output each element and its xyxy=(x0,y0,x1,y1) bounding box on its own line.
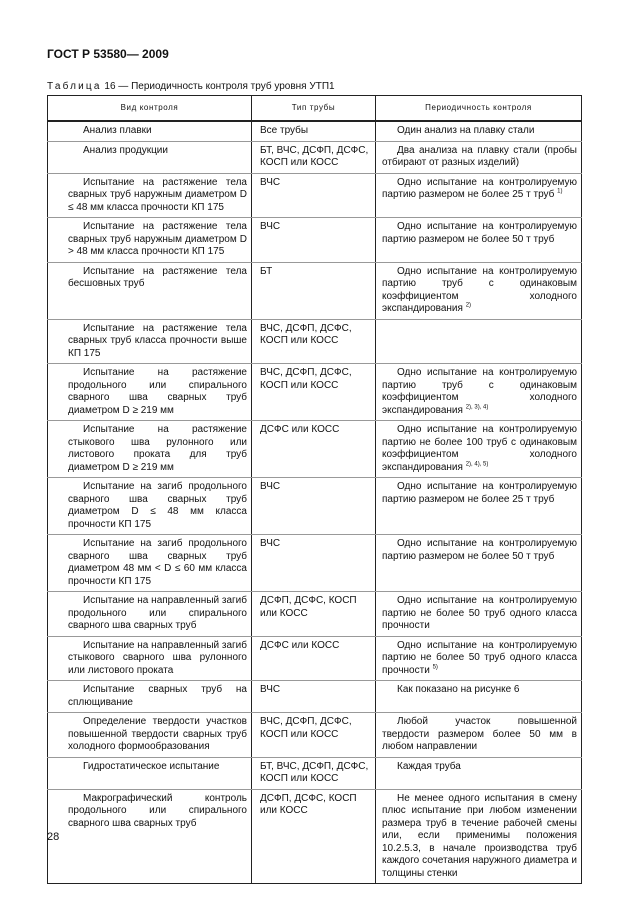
frequency-cell xyxy=(376,713,582,758)
pipe-type-cell-text: ВЧС xyxy=(260,176,281,188)
caption-text: 16 — Периодичность контроля труб уровня УТП1 xyxy=(101,81,335,92)
control-kind-cell xyxy=(48,421,252,478)
control-kind-cell-text: Испытание на растяжение тела сварных труб наружным диаметром D > 48 мм класса прочности КП 175 xyxy=(68,221,247,257)
pipe-type-cell xyxy=(252,636,376,681)
pipe-type-cell-text: ДСФП, ДСФС, КОСП или КОСС xyxy=(260,595,357,619)
table-row xyxy=(48,789,582,884)
table-row xyxy=(48,535,582,592)
pipe-type-cell-text: ВЧС, ДСФП, ДСФС, КОСП или КОСС xyxy=(260,322,352,346)
standard-designation: ГОСТ Р 53580— 2009 xyxy=(47,47,169,61)
column-header-kind: Вид контроля xyxy=(48,96,252,122)
control-kind-cell xyxy=(48,319,252,364)
pipe-type-cell xyxy=(252,218,376,263)
footnote-reference: 2), 3), 4) xyxy=(465,404,489,411)
control-kind-cell xyxy=(48,262,252,319)
frequency-cell-text: Каждая труба xyxy=(397,760,461,772)
control-kind-cell xyxy=(48,121,252,141)
control-kind-cell-text: Определение твердости участков повышенной твердости сварных труб холодного формообразования xyxy=(68,716,247,752)
control-frequency-table xyxy=(47,95,582,884)
page-number: 28 xyxy=(47,831,60,843)
pipe-type-cell xyxy=(252,535,376,592)
pipe-type-cell-text: ВЧС, ДСФП, ДСФС, КОСП или КОСС xyxy=(260,367,352,391)
pipe-type-cell xyxy=(252,319,376,364)
pipe-type-cell-text: БТ, ВЧС, ДСФП, ДСФС, КОСП или КОСС xyxy=(260,144,369,168)
frequency-cell xyxy=(376,592,582,637)
control-kind-cell-text: Испытание на загиб продольного сварного шва сварных труб диаметром 48 мм < D ≤ 60 мм класса прочности КП 175 xyxy=(68,538,247,587)
pipe-type-cell xyxy=(252,478,376,535)
control-kind-cell xyxy=(48,636,252,681)
control-kind-cell-text: Испытание на загиб продольного сварного шва сварных труб диаметром D ≤ 48 мм класса прочности КП 175 xyxy=(68,481,247,530)
pipe-type-cell xyxy=(252,173,376,218)
control-kind-cell xyxy=(48,757,252,789)
table-row xyxy=(48,636,582,681)
pipe-type-cell xyxy=(252,681,376,713)
frequency-cell-text: Одно испытание на контролируемую партию размером не более 50 т труб xyxy=(382,538,577,562)
control-kind-cell-text: Испытание на направленный загиб стыкового сварного шва рулонного или листового проката xyxy=(68,639,247,676)
frequency-cell-text: Один анализ на плавку стали xyxy=(397,125,535,136)
pipe-type-cell xyxy=(252,364,376,421)
frequency-cell-text: Любой участок повышенной твердости размером более 50 мм в любом направлении xyxy=(382,716,577,752)
pipe-type-cell-text: ДСФС или КОСС xyxy=(260,639,340,651)
control-kind-cell xyxy=(48,364,252,421)
pipe-type-cell xyxy=(252,789,376,884)
table-row xyxy=(48,757,582,789)
pipe-type-cell xyxy=(252,121,376,141)
table-row xyxy=(48,421,582,478)
pipe-type-cell xyxy=(252,757,376,789)
table-row xyxy=(48,681,582,713)
pipe-type-cell-text: ВЧС, ДСФП, ДСФС, КОСП или КОСС xyxy=(260,716,352,740)
control-kind-cell-text: Макрографический контроль продольного или спирального сварного шва сварных труб xyxy=(68,792,247,829)
footnote-reference: 5) xyxy=(432,664,438,671)
control-kind-cell-text: Испытание на растяжение тела сварных труб класса прочности выше КП 175 xyxy=(68,322,247,359)
table-row xyxy=(48,262,582,319)
control-kind-cell xyxy=(48,592,252,637)
table-row xyxy=(48,121,582,141)
footnote-reference: 2), 4), 5) xyxy=(465,461,489,468)
frequency-cell-text: Одно испытание на контролируемую партию размером не более 25 т труб xyxy=(382,176,577,200)
control-kind-cell-text: Испытание на растяжение продольного или спирального сварного шва сварных труб диаметром D ≥ 219 мм xyxy=(68,367,247,416)
table-row xyxy=(48,141,582,173)
table-row xyxy=(48,218,582,263)
frequency-cell-text: Не менее одного испытания в смену плюс испытание при любом изменении размера труб в течение рабочей смены или, если применимы положения 10.2.5.3, в начале производства труб каждого сочетания наружного диаметра и толщины стенки xyxy=(382,792,577,879)
control-kind-cell-text: Испытание на растяжение тела бесшовных труб xyxy=(68,265,247,289)
control-kind-cell-text: Испытание на направленный загиб продольного или спирального сварного шва сварных труб xyxy=(68,595,247,631)
table-row xyxy=(48,319,582,364)
control-kind-cell xyxy=(48,478,252,535)
frequency-cell-text: Одно испытание на контролируемую партию не более 50 труб одного класса прочности xyxy=(382,639,577,676)
control-kind-cell-text: Испытание на растяжение стыкового шва рулонного или листового проката для труб диаметром D ≥ 219 мм xyxy=(68,424,247,473)
table-row xyxy=(48,713,582,758)
frequency-cell xyxy=(376,535,582,592)
pipe-type-cell-text: ДСФП, ДСФС, КОСП или КОСС xyxy=(260,792,357,816)
control-kind-cell-text: Гидростатическое испытание xyxy=(83,760,220,772)
control-kind-cell-text: Испытание на растяжение тела сварных труб наружным диаметром D ≤ 48 мм класса прочности КП 175 xyxy=(68,176,247,213)
frequency-cell-text: Два анализа на плавку стали (пробы отбирают от разных изделий) xyxy=(382,144,577,168)
pipe-type-cell-text: Все трубы xyxy=(260,125,309,136)
frequency-cell xyxy=(376,141,582,173)
control-kind-cell-text: Анализ продукции xyxy=(83,144,168,156)
frequency-cell xyxy=(376,218,582,263)
pipe-type-cell-text: ВЧС xyxy=(260,481,281,492)
frequency-cell xyxy=(376,681,582,713)
footnote-reference: 1) xyxy=(557,188,563,195)
frequency-cell xyxy=(376,364,582,421)
table-row xyxy=(48,478,582,535)
frequency-cell-text: Одно испытание на контролируемую партию труб с одинаковым коэффициентом холодного экспандирования xyxy=(382,265,577,314)
control-kind-cell xyxy=(48,713,252,758)
frequency-cell-text: Одно испытание на контролируемую партию размером не более 25 т труб xyxy=(382,481,577,505)
pipe-type-cell-text: ДСФС или КОСС xyxy=(260,424,340,435)
table-body xyxy=(48,121,582,884)
frequency-cell xyxy=(376,478,582,535)
pipe-type-cell-text: БТ, ВЧС, ДСФП, ДСФС, КОСП или КОСС xyxy=(260,760,369,784)
control-kind-cell-text: Анализ плавки xyxy=(83,125,152,136)
pipe-type-cell-text: БТ xyxy=(260,265,273,277)
frequency-cell-text: Одно испытание на контролируемую партию не более 50 труб одного класса прочности xyxy=(382,595,577,631)
table-caption xyxy=(47,81,335,92)
control-kind-cell xyxy=(48,535,252,592)
control-kind-cell-text: Испытание сварных труб на сплющивание xyxy=(68,684,247,708)
pipe-type-cell xyxy=(252,592,376,637)
frequency-cell xyxy=(376,757,582,789)
table-header-row xyxy=(48,96,582,122)
control-kind-cell xyxy=(48,173,252,218)
pipe-type-cell-text: ВЧС xyxy=(260,221,281,232)
table-row xyxy=(48,592,582,637)
column-header-frequency: Периодичность контроля xyxy=(376,96,582,122)
pipe-type-cell xyxy=(252,421,376,478)
frequency-cell xyxy=(376,421,582,478)
frequency-cell-text: Одно испытание на контролируемую партию размером не более 50 т труб xyxy=(382,221,577,245)
pipe-type-cell-text: ВЧС xyxy=(260,684,281,695)
frequency-cell xyxy=(376,121,582,141)
pipe-type-cell xyxy=(252,262,376,319)
control-kind-cell xyxy=(48,218,252,263)
pipe-type-cell-text: ВЧС xyxy=(260,538,281,549)
frequency-cell-text: Одно испытание на контролируемую партию не более 100 труб с одинаковым коэффициентом холодного экспандирования xyxy=(382,424,577,473)
control-kind-cell xyxy=(48,141,252,173)
pipe-type-cell xyxy=(252,713,376,758)
footnote-reference: 2) xyxy=(465,302,472,309)
frequency-cell xyxy=(376,636,582,681)
table-row xyxy=(48,364,582,421)
frequency-cell xyxy=(376,173,582,218)
pipe-type-cell xyxy=(252,141,376,173)
caption-prefix: Таблица xyxy=(47,81,102,92)
column-header-type: Тип трубы xyxy=(252,96,376,122)
control-kind-cell xyxy=(48,789,252,884)
frequency-cell xyxy=(376,319,582,364)
frequency-cell xyxy=(376,262,582,319)
frequency-cell-text: Одно испытание на контролируемую партию труб с одинаковым коэффициентом холодного экспандирования xyxy=(382,367,577,416)
frequency-cell-text: Как показано на рисунке 6 xyxy=(397,684,520,695)
frequency-cell xyxy=(376,789,582,884)
control-kind-cell xyxy=(48,681,252,713)
table-row xyxy=(48,173,582,218)
